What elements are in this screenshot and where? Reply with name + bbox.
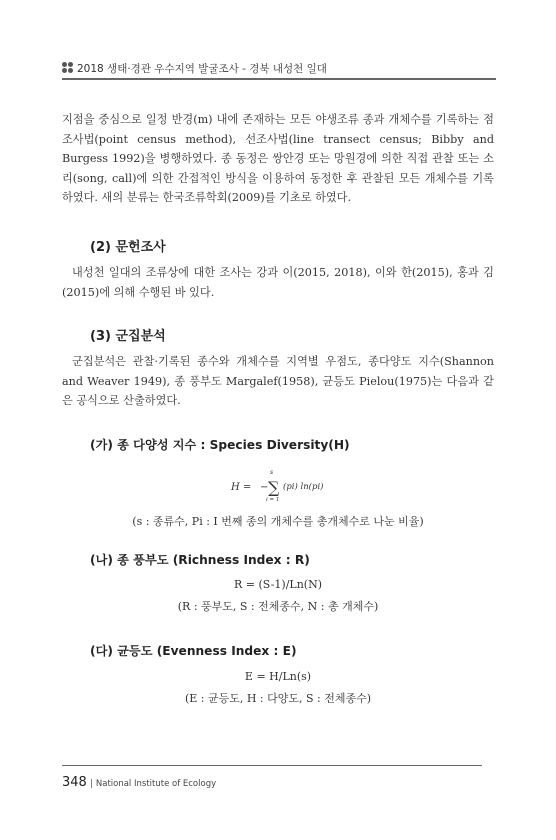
evenness-note: (E : 균등도, H : 다양도, S : 전체종수): [184, 692, 372, 705]
richness-formula: R = (S-1)/Ln(N): [233, 578, 323, 591]
diversity-heading: (가) 종 다양성 지수 : Species Diversity(H): [90, 438, 350, 452]
header-dots-icon: [62, 62, 74, 74]
formula-minus: −: [260, 482, 269, 493]
header-divider: [62, 78, 496, 80]
sum-symbol: ∑: [268, 478, 280, 497]
richness-heading: (나) 종 풍부도 (Richness Index : R): [90, 553, 310, 567]
running-header: [62, 58, 496, 80]
footer-separator: |: [89, 779, 93, 789]
community-paragraph: 군집분석은 관찰·기록된 종수와 개체수를 지역별 우점도, 종다양도 지수(Shannon and Weaver 1949), 종 풍부도 Margalef(1958), 균등도 Pielou(1975)는 다음과 같은 공식으로 산출하였다.: [62, 355, 494, 407]
page-footer: [62, 771, 216, 790]
footer-organization: National Institute of Ecology: [95, 779, 217, 789]
diversity-formula: [225, 468, 335, 504]
richness-note: (R : 풍부도, S : 전체종수, N : 총 개체수): [177, 600, 379, 613]
formula-lhs: H =: [231, 482, 252, 493]
page-number: 348: [62, 775, 87, 790]
literature-paragraph: 내성천 일대의 조류상에 대한 조사는 강과 이(2015, 2018), 이와 한(2015), 홍과 김(2015)에 의해 수행된 바 있다.: [62, 266, 494, 299]
evenness-formula: E = H/Ln(s): [244, 670, 312, 683]
intro-paragraph: 지점을 중심으로 일정 반경(m) 내에 존재하는 모든 야생조류 종과 개체수를 기록하는 점조사법(point census method), 선조사법(line transect census; Bibby and Burgess 1992)을 병행하였다. 종 동정은 쌍안경 또는 망원경에 의한 직접 관찰 또는 소리(song, call)에 의한 간접적인 방식을 이용하여 동정한 후 관찰된 모든 개체수를 기록하였다. 새의 분류는 한국조류학회(2009)를 기초로 하였다.: [62, 113, 494, 204]
sum-upper: s: [270, 469, 274, 476]
section-heading-community: (3) 군집분석: [90, 329, 166, 344]
diversity-note: (s : 종류수, Pi : I 번째 종의 개체수를 총개체수로 나눈 비율): [132, 515, 424, 528]
formula-term: (pi) ln(pi): [283, 482, 324, 492]
evenness-heading: (다) 균등도 (Evenness Index : E): [90, 644, 297, 658]
footer-divider: [62, 765, 482, 766]
sum-lower: i = 1: [266, 497, 280, 503]
header-title: 2018 생태·경관 우수지역 발굴조사 - 경북 내성천 일대: [77, 63, 327, 75]
section-heading-literature: (2) 문헌조사: [90, 240, 166, 255]
